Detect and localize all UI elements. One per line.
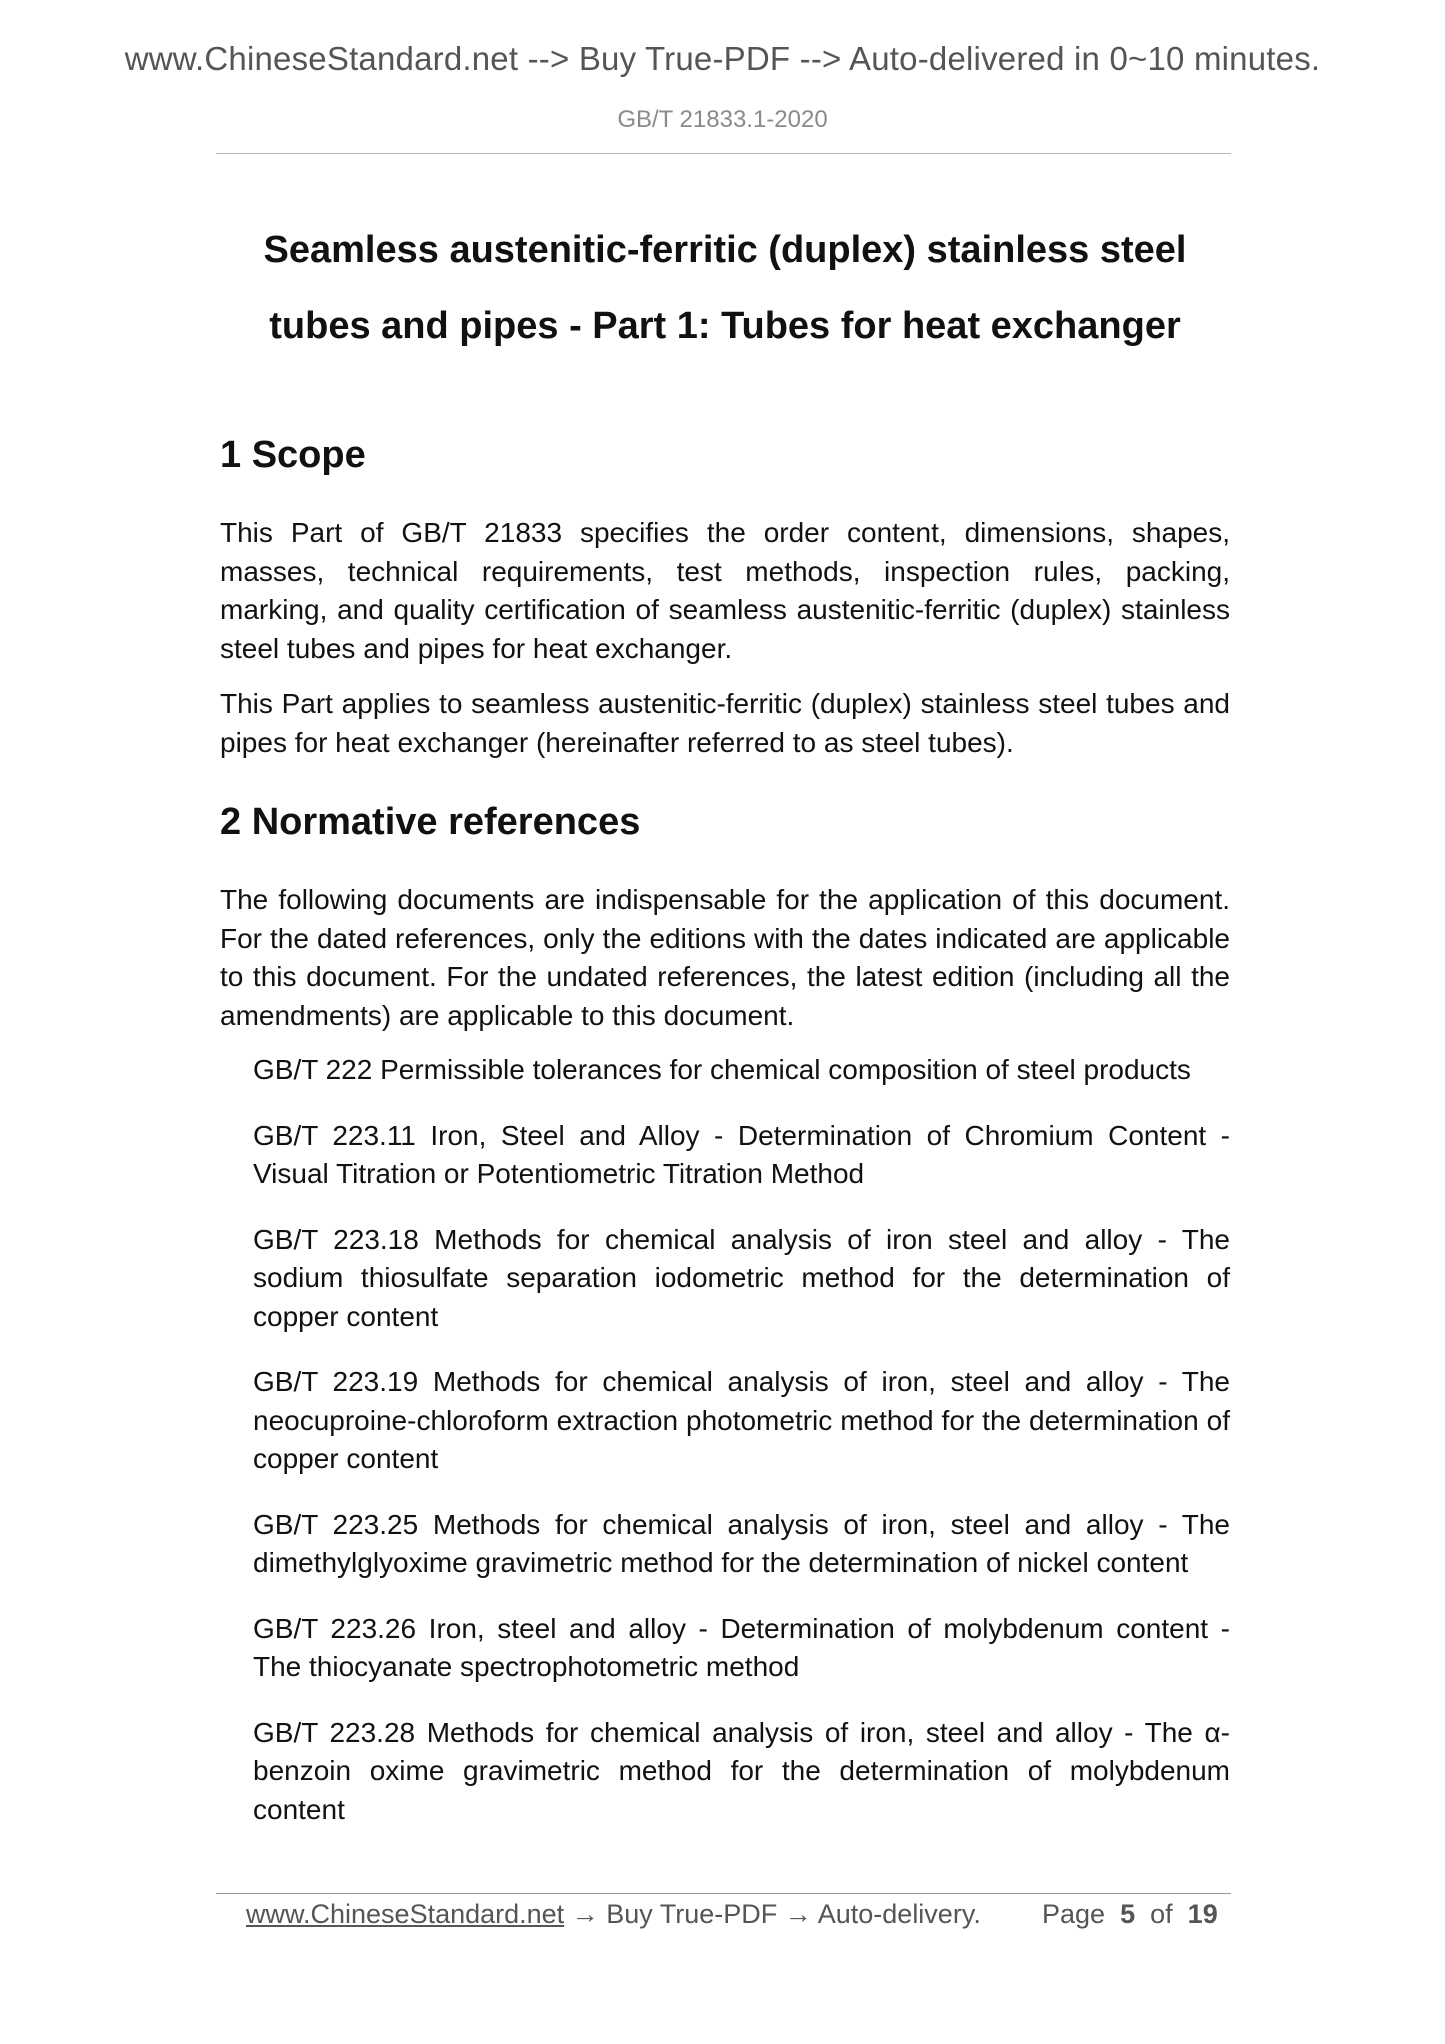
page-indicator [1042, 1899, 1218, 1930]
reference-item: GB/T 223.19 Methods for chemical analysis of iron, steel and alloy - The neocuproine-chloroform extraction photometric method for the determination of copper content [253, 1366, 1230, 1474]
header-divider [216, 153, 1231, 154]
reference-item: GB/T 222 Permissible tolerances for chemical composition of steel products [253, 1054, 1191, 1085]
reference-item: GB/T 223.28 Methods for chemical analysis of iron, steel and alloy - The α-benzoin oxime gravimetric method for the determination of molybdenum content [253, 1716, 1230, 1825]
reference-item: GB/T 223.11 Iron, Steel and Alloy - Determination of Chromium Content - Visual Titration or Potentiometric Titration Method [253, 1119, 1230, 1189]
reference-item: GB/T 223.26 Iron, steel and alloy - Determination of molybdenum content - The thiocyanate spectrophotometric method [253, 1612, 1230, 1682]
footer-tagline: → Buy True-PDF → Auto-delivery. [564, 1899, 981, 1929]
footer-left [246, 1899, 981, 1930]
footer-divider [216, 1893, 1231, 1894]
page-label: Page [1042, 1899, 1106, 1929]
reference-item: GB/T 223.18 Methods for chemical analysis of iron steel and alloy - The sodium thiosulfate separation iodometric method for the determination of copper content [253, 1223, 1230, 1332]
section-1-heading: 1 Scope [220, 434, 366, 476]
current-page-number: 5 [1120, 1899, 1136, 1929]
total-page-number: 19 [1187, 1899, 1218, 1929]
section-2-heading: 2 Normative references [220, 801, 641, 843]
of-label: of [1150, 1899, 1173, 1929]
document-title [220, 212, 1230, 364]
page-content [220, 212, 1230, 1829]
title-line-1: Seamless austenitic-ferritic (duplex) stainless steel [263, 229, 1187, 271]
scope-paragraph-2: This Part applies to seamless austenitic-ferritic (duplex) stainless steel tubes and pipes for heat exchanger (hereinafter referred to as steel tubes). [220, 688, 1230, 758]
top-banner: www.ChineseStandard.net --> Buy True-PDF --> Auto-delivered in 0~10 minutes. [124, 40, 1321, 77]
document-number: GB/T 21833.1-2020 [617, 106, 828, 133]
scope-paragraph-1: This Part of GB/T 21833 specifies the order content, dimensions, shapes, masses, technical requirements, test methods, inspection rules, packing, marking, and quality certification of seamless austenitic-ferritic (duplex) stainless steel tubes and pipes for heat exchanger. [220, 517, 1230, 664]
reference-item: GB/T 223.25 Methods for chemical analysis of iron, steel and alloy - The dimethylglyoxime gravimetric method for the determination of nickel content [253, 1508, 1230, 1578]
page-footer [0, 1899, 1445, 1939]
title-line-2: tubes and pipes - Part 1: Tubes for heat exchanger [269, 305, 1181, 347]
footer-site-link[interactable]: www.ChineseStandard.net [246, 1899, 565, 1929]
normative-intro: The following documents are indispensable for the application of this document. For the dated references, only the editions with the dates indicated are applicable to this document. For the undated references, the latest edition (including all the amendments) are applicable to this document. [220, 884, 1230, 1031]
